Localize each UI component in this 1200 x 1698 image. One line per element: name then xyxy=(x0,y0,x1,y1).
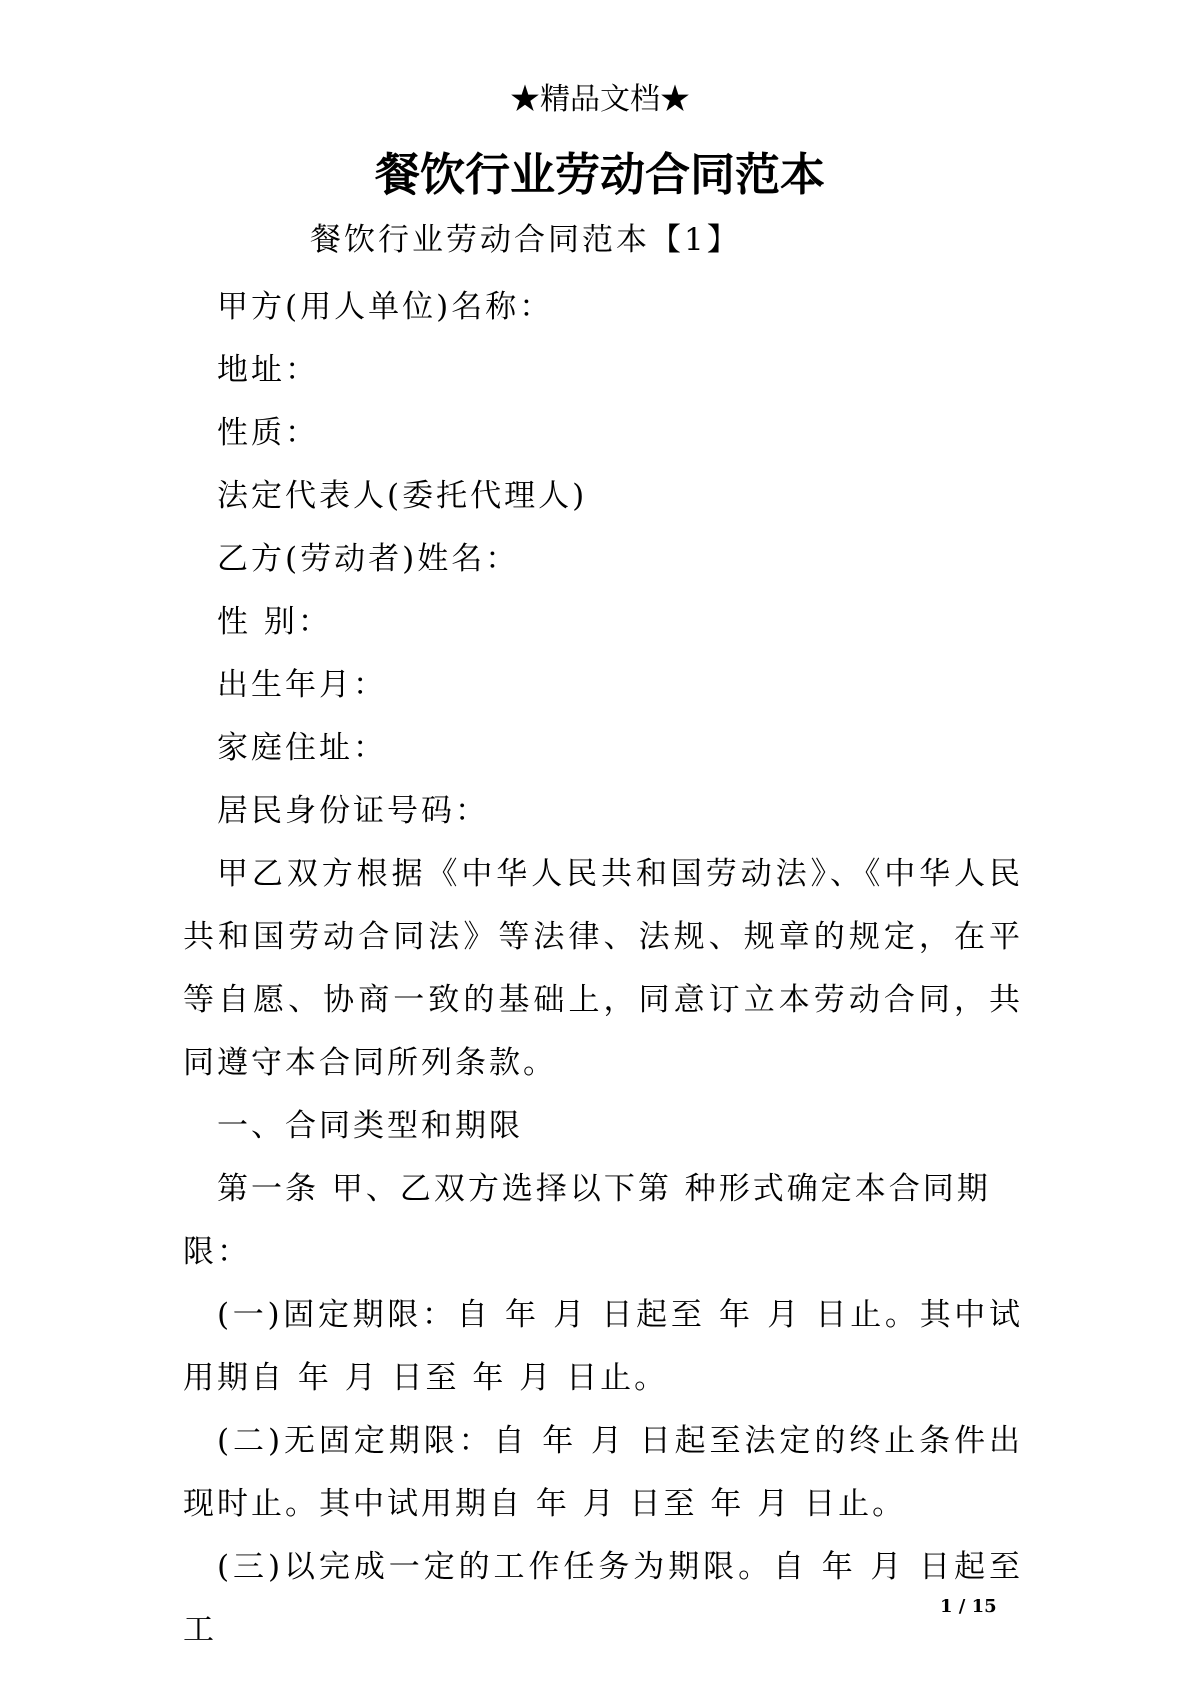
field-party-a-name: 甲方(用人单位)名称： xyxy=(217,289,554,325)
term-item-open: (二)无固定期限：自 年 月 日起至法定的终止条件出现时止。其中试用期自 年 月 日至 年 月 日止。 xyxy=(183,1423,1023,1522)
section-heading: 一、合同类型和期限 xyxy=(217,1108,523,1144)
field-id-number: 居民身份证号码： xyxy=(217,793,489,829)
field-birth: 出生年月： xyxy=(217,667,387,703)
document-title: 餐饮行业劳动合同范本 xyxy=(374,148,825,201)
article-1: 第一条 甲、乙双方选择以下第 种形式确定本合同期限： xyxy=(183,1171,991,1270)
field-party-b-name: 乙方(劳动者)姓名： xyxy=(217,541,520,577)
document-body xyxy=(183,276,1023,1662)
field-address: 地址： xyxy=(217,352,319,388)
page-number: 1 / 15 xyxy=(940,1596,997,1617)
term-item-fixed: (一)固定期限：自 年 月 日起至 年 月 日止。其中试用期自 年 月 日至 年 月 日止。 xyxy=(183,1297,1023,1396)
field-nature: 性质： xyxy=(217,415,319,451)
term-item-task: (三)以完成一定的工作任务为期限。自 年 月 日起至 工 xyxy=(183,1549,1023,1648)
field-home-address: 家庭住址： xyxy=(217,730,387,766)
page-header: ★精品文档★ xyxy=(510,82,690,117)
document-subtitle: 餐饮行业劳动合同范本【1】 xyxy=(310,222,741,258)
field-legal-rep: 法定代表人(委托代理人) xyxy=(217,478,588,514)
preamble-paragraph: 甲乙双方根据《中华人民共和国劳动法》、《中华人民共和国劳动合同法》等法律、法规、规章的规定，在平等自愿、协商一致的基础上，同意订立本劳动合同，共同遵守本合同所列条款。 xyxy=(183,856,1023,1081)
field-gender: 性 别： xyxy=(217,604,332,640)
